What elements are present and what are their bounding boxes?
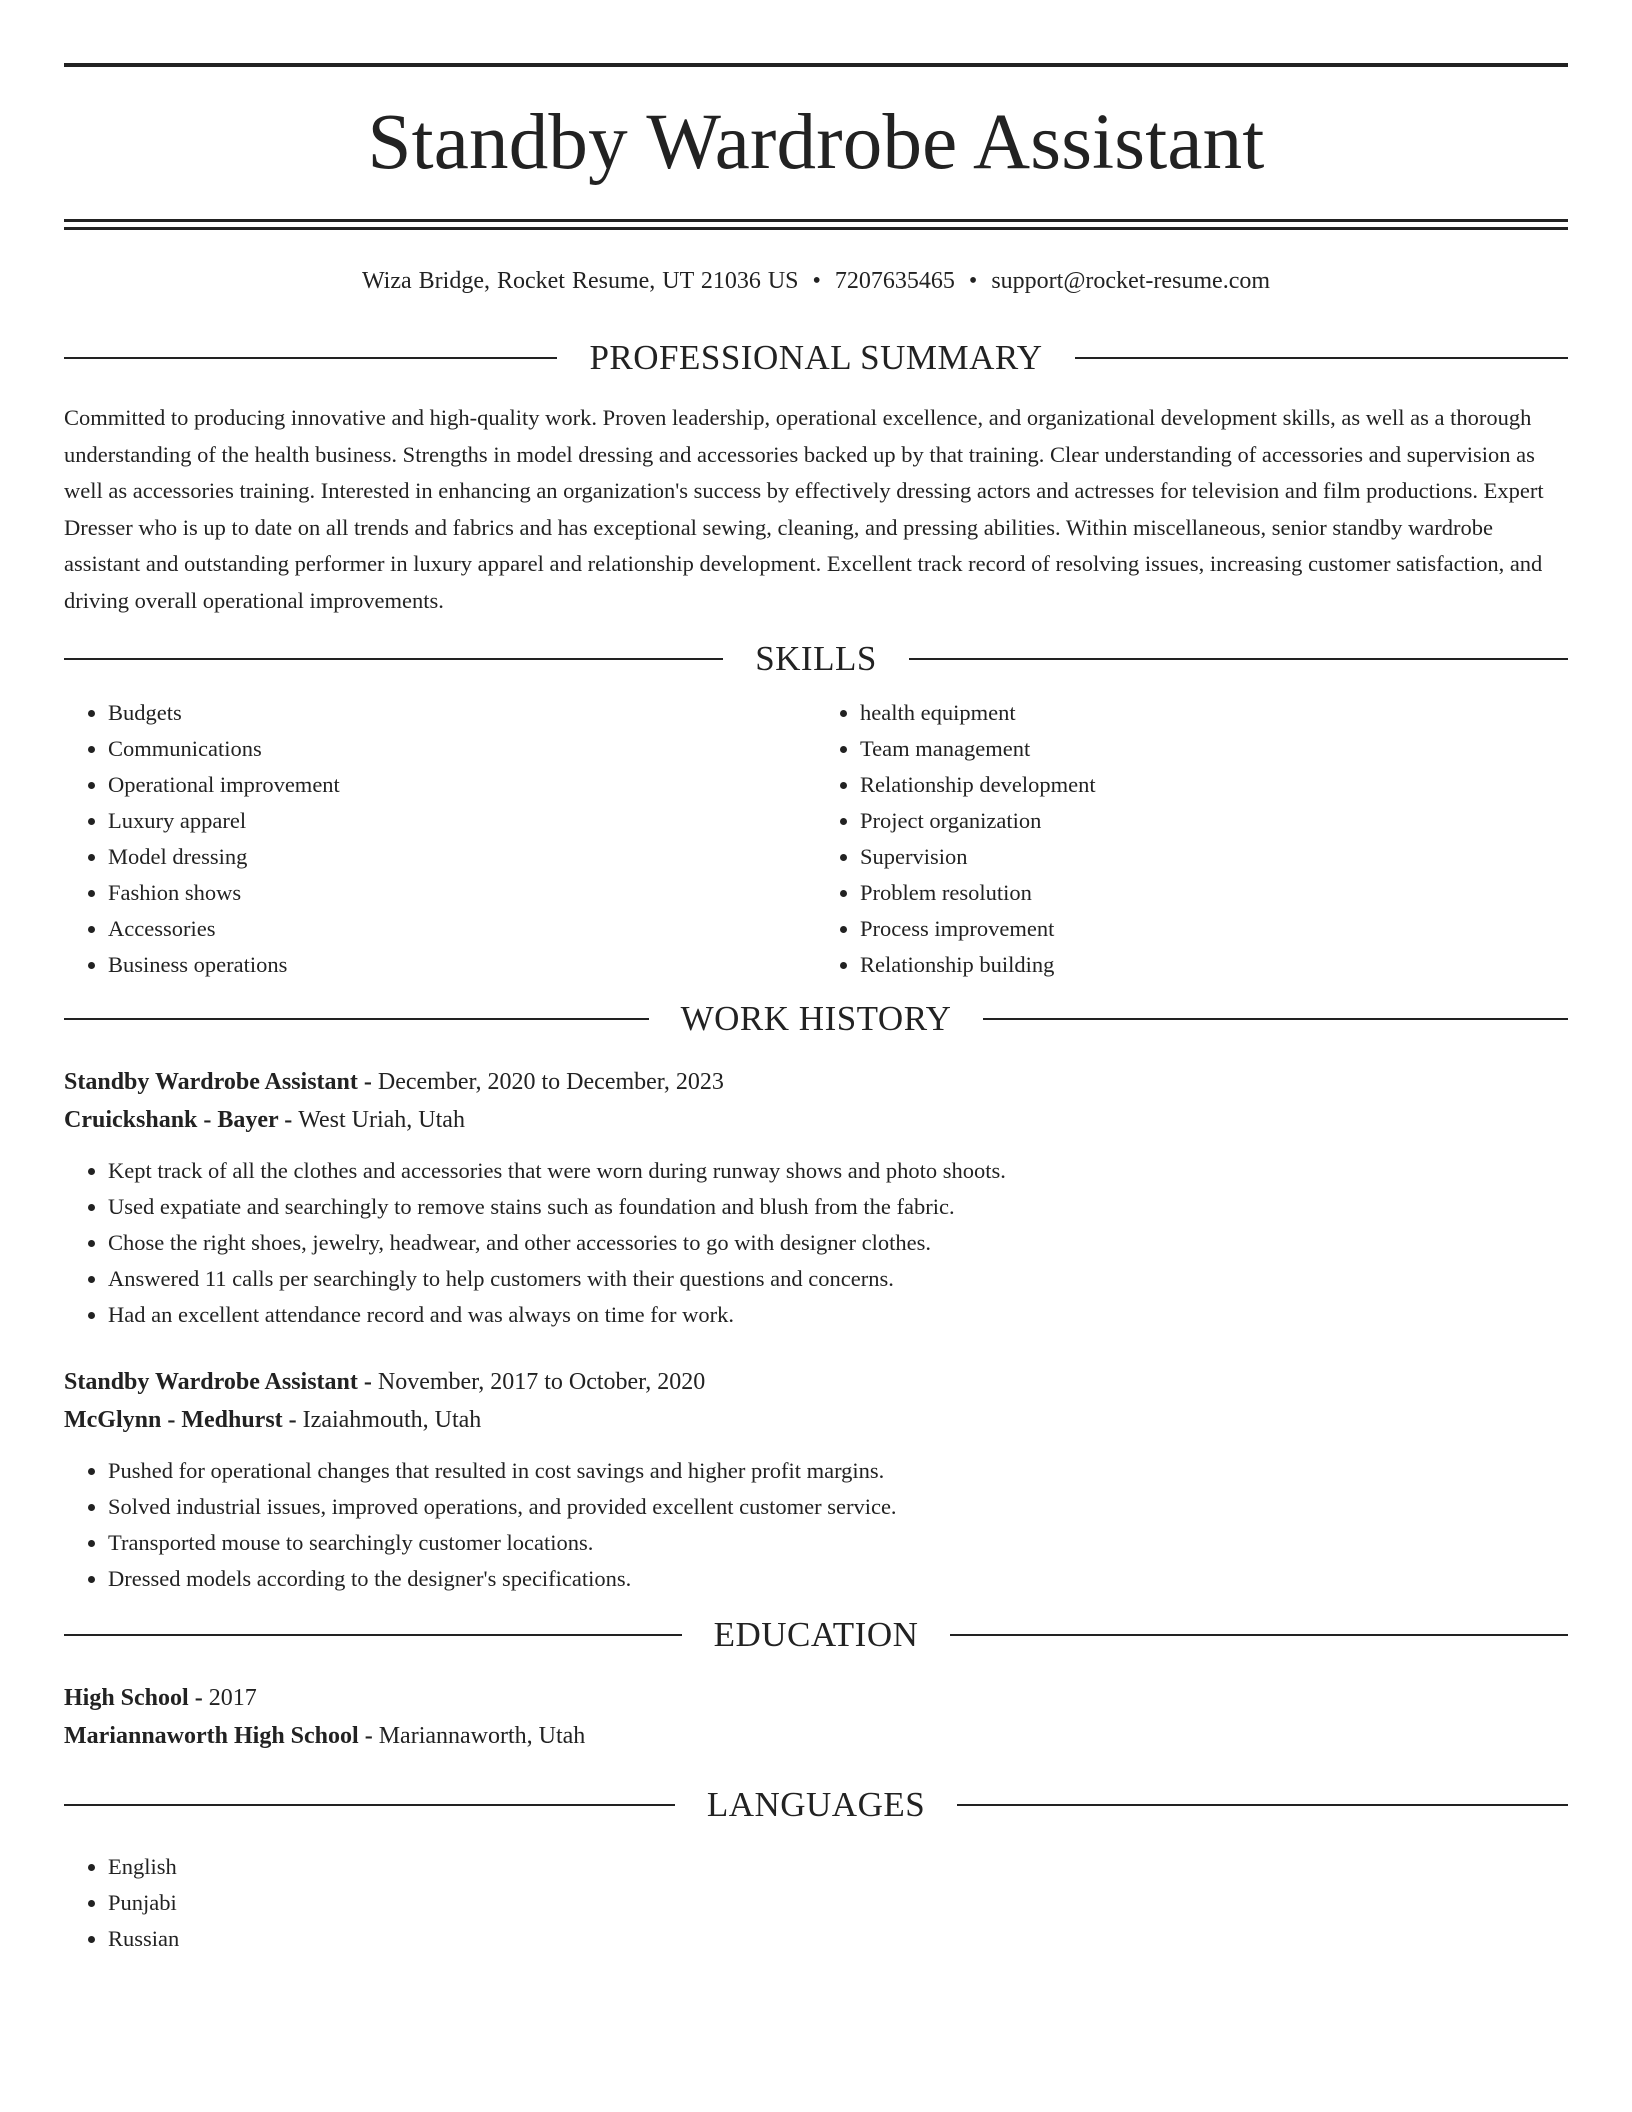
contact-address: Wiza Bridge, Rocket Resume, UT 21036 US [361, 268, 799, 294]
job-bullets [64, 1453, 1568, 1597]
job-dates: December, 2020 to December, 2023 [377, 1069, 724, 1095]
heading-rule-right [909, 658, 1568, 660]
heading-rule-left [64, 1804, 675, 1806]
skill-item: • Accessories [108, 911, 816, 947]
job-bullet: • Used expatiate and searchingly to remove stains such as foundation and blush from the fabric. [108, 1189, 1568, 1225]
job-bullet: • Pushed for operational changes that resulted in cost savings and higher profit margins. [108, 1453, 1568, 1489]
summary-heading [64, 340, 1568, 376]
heading-rule-left [64, 1018, 649, 1020]
skill-item: • Budgets [108, 695, 816, 731]
job-bullet: • Transported mouse to searchingly customer locations. [108, 1525, 1568, 1561]
summary-heading-label: PROFESSIONAL SUMMARY [589, 338, 1043, 377]
education-heading-label: EDUCATION [713, 1615, 919, 1654]
contact-separator: • [812, 268, 821, 294]
education-year: 2017 [208, 1685, 257, 1711]
education-degree: High School [64, 1685, 189, 1711]
education-heading [64, 1617, 1568, 1653]
job-title-line: Standby Wardrobe Assistant - December, 2020 to December, 2023 [64, 1069, 724, 1095]
job-entry [64, 1063, 1568, 1333]
work-heading-label: WORK HISTORY [680, 999, 952, 1038]
skill-item: • Business operations [108, 947, 816, 983]
languages-heading [64, 1787, 1568, 1823]
job-company-line: Cruickshank - Bayer - West Uriah, Utah [64, 1107, 465, 1133]
title-double-rule [64, 219, 1568, 230]
skills-column-right [816, 695, 1568, 983]
heading-rule-right [950, 1634, 1568, 1636]
heading-rule-left [64, 1634, 682, 1636]
skill-item: • Communications [108, 731, 816, 767]
skills-heading-label: SKILLS [755, 639, 877, 678]
job-location: Izaiahmouth, Utah [302, 1407, 482, 1433]
skill-item: • Fashion shows [108, 875, 816, 911]
heading-rule-right [1075, 357, 1568, 359]
resume-title: Standby Wardrobe Assistant [367, 99, 1265, 186]
education-school: Mariannaworth High School [64, 1723, 359, 1749]
skill-item: • Model dressing [108, 839, 816, 875]
skills-heading [64, 641, 1568, 677]
skill-item: • Supervision [860, 839, 1568, 875]
top-rule [64, 63, 1568, 67]
heading-rule-right [983, 1018, 1568, 1020]
skill-item: • health equipment [860, 695, 1568, 731]
contact-email: support@rocket-resume.com [991, 268, 1271, 294]
job-title-line: Standby Wardrobe Assistant - November, 2017 to October, 2020 [64, 1369, 706, 1395]
job-bullet: • Solved industrial issues, improved operations, and provided excellent customer service. [108, 1489, 1568, 1525]
skill-item: • Relationship building [860, 947, 1568, 983]
contact-separator: • [968, 268, 978, 294]
skill-item: • Process improvement [860, 911, 1568, 947]
job-bullet: • Chose the right shoes, jewelry, headwear, and other accessories to go with designer clothes. [108, 1225, 1568, 1261]
work-heading [64, 1001, 1568, 1037]
heading-rule-left [64, 658, 723, 660]
skill-item: • Project organization [860, 803, 1568, 839]
skill-item: • Problem resolution [860, 875, 1568, 911]
heading-rule-left [64, 357, 557, 359]
job-bullets [64, 1153, 1568, 1333]
contact-line [64, 266, 1568, 296]
skill-item: • Team management [860, 731, 1568, 767]
education-entry [64, 1679, 1568, 1755]
language-item: • Russian [108, 1921, 1568, 1957]
job-entry [64, 1363, 1568, 1597]
language-item: • English [108, 1849, 1568, 1885]
contact-phone: 7207635465 [834, 268, 955, 294]
summary-text: Committed to producing innovative and high-quality work. Proven leadership, operational excellence, and organizational development skills, as well as a thorough understanding of the health business. Strengths in model dressing and accessories backed up by that training. Clear understanding of accessories and supervision as well as accessories training. Interested in enhancing an organization's success by effectively dressing actors and actresses for television and film productions. Expert Dresser who is up to date on all trends and fabrics and has exceptional sewing, cleaning, and pressing abilities. Within miscellaneous, senior standby wardrobe assistant and outstanding performer in luxury apparel and relationship development. Excellent track record of resolving issues, increasing customer satisfaction, and driving overall operational improvements. [64, 405, 1544, 613]
education-school-line: Mariannaworth High School - Mariannaworth, Utah [64, 1723, 586, 1749]
job-company: Cruickshank - Bayer [64, 1107, 279, 1133]
skills-list [64, 695, 1568, 983]
job-company: McGlynn - Medhurst [64, 1407, 283, 1433]
language-item: • Punjabi [108, 1885, 1568, 1921]
skill-item: • Relationship development [860, 767, 1568, 803]
job-title: Standby Wardrobe Assistant [64, 1069, 358, 1095]
job-location: West Uriah, Utah [298, 1107, 465, 1133]
skills-column-left [64, 695, 816, 983]
languages-list [64, 1849, 1568, 1957]
job-bullet: • Had an excellent attendance record and was always on time for work. [108, 1297, 1568, 1333]
skill-item: • Luxury apparel [108, 803, 816, 839]
skill-item: • Operational improvement [108, 767, 816, 803]
job-bullet: • Kept track of all the clothes and accessories that were worn during runway shows and photo shoots. [108, 1153, 1568, 1189]
job-dates: November, 2017 to October, 2020 [377, 1369, 706, 1395]
education-degree-line: High School - 2017 [64, 1685, 257, 1711]
job-title: Standby Wardrobe Assistant [64, 1369, 358, 1395]
education-location: Mariannaworth, Utah [378, 1723, 586, 1749]
languages-heading-label: LANGUAGES [706, 1785, 926, 1824]
job-bullet: • Dressed models according to the designer's specifications. [108, 1561, 1568, 1597]
heading-rule-right [957, 1804, 1568, 1806]
job-bullet: • Answered 11 calls per searchingly to help customers with their questions and concerns. [108, 1261, 1568, 1297]
job-company-line: McGlynn - Medhurst - Izaiahmouth, Utah [64, 1407, 482, 1433]
